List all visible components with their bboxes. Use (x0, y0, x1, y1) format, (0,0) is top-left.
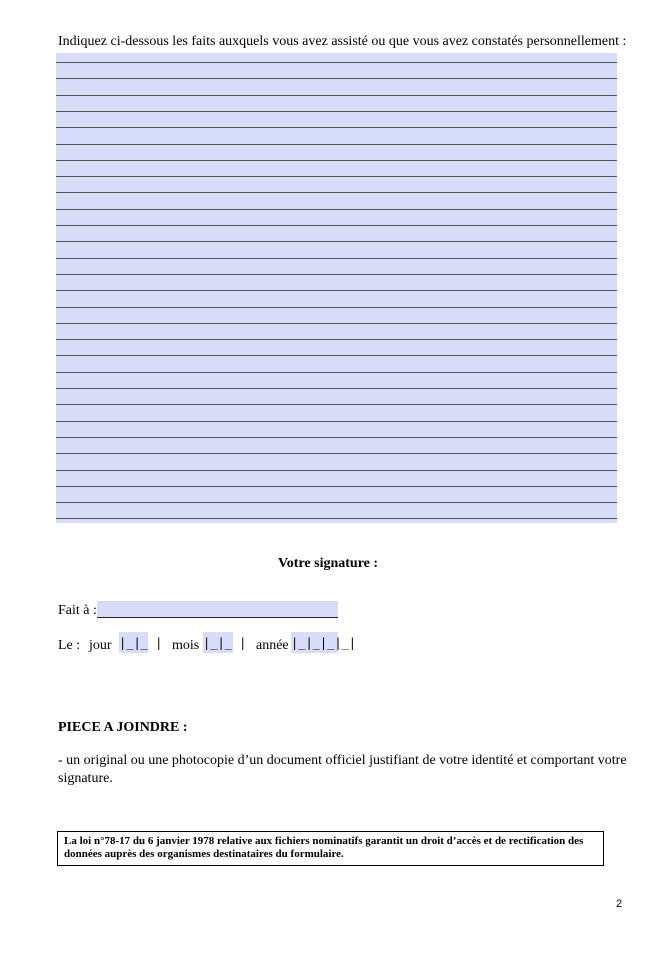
annee-field[interactable]: |_|_|_|_| (291, 632, 338, 653)
annee-label: année (256, 638, 289, 653)
writing-line (56, 78, 617, 79)
writing-line (56, 437, 617, 438)
fait-a-label: Fait à : (58, 603, 97, 618)
writing-line (56, 290, 617, 291)
writing-line (56, 453, 617, 454)
writing-line (56, 470, 617, 471)
fait-a-field[interactable] (97, 601, 338, 618)
writing-line (56, 144, 617, 145)
mois-field[interactable]: |_|_ | (203, 632, 233, 653)
mois-label: mois (172, 638, 200, 653)
writing-line (56, 95, 617, 96)
writing-line (56, 404, 617, 405)
writing-line (56, 160, 617, 161)
legal-notice-box (57, 831, 604, 866)
instruction-text: Indiquez ci-dessous les faits auxquels vous avez assisté ou que vous avez constatés personnellement : (58, 34, 627, 49)
facts-text-area[interactable] (56, 53, 617, 523)
writing-line (56, 225, 617, 226)
writing-line (56, 274, 617, 275)
piece-a-joindre-title: PIECE A JOINDRE : (58, 720, 188, 735)
writing-line (56, 486, 617, 487)
writing-line (56, 258, 617, 259)
writing-line (56, 421, 617, 422)
jour-field[interactable]: |_|_ | (119, 632, 148, 653)
writing-line (56, 518, 617, 519)
writing-line (56, 355, 617, 356)
writing-line (56, 388, 617, 389)
le-label: Le : (58, 638, 81, 653)
writing-line (56, 307, 617, 308)
writing-line (56, 323, 617, 324)
writing-line (56, 176, 617, 177)
writing-line (56, 372, 617, 373)
writing-line (56, 241, 617, 242)
writing-line (56, 209, 617, 210)
writing-line (56, 502, 617, 503)
page-number: 2 (616, 898, 623, 910)
piece-a-joindre-text: - un original ou une photocopie d’un document officiel justifiant de votre identité et comportant votre signature. (58, 753, 627, 786)
writing-line (56, 62, 617, 63)
writing-line (56, 192, 617, 193)
jour-label: jour (89, 638, 112, 653)
writing-line (56, 111, 617, 112)
writing-line (56, 339, 617, 340)
writing-line (56, 127, 617, 128)
signature-title: Votre signature : (277, 556, 379, 571)
legal-notice-text: La loi n°78-17 du 6 janvier 1978 relative aux fichiers nominatifs garantit un droit d’accès et de rectification des données auprès des organismes destinataires du formulaire. (64, 835, 584, 860)
